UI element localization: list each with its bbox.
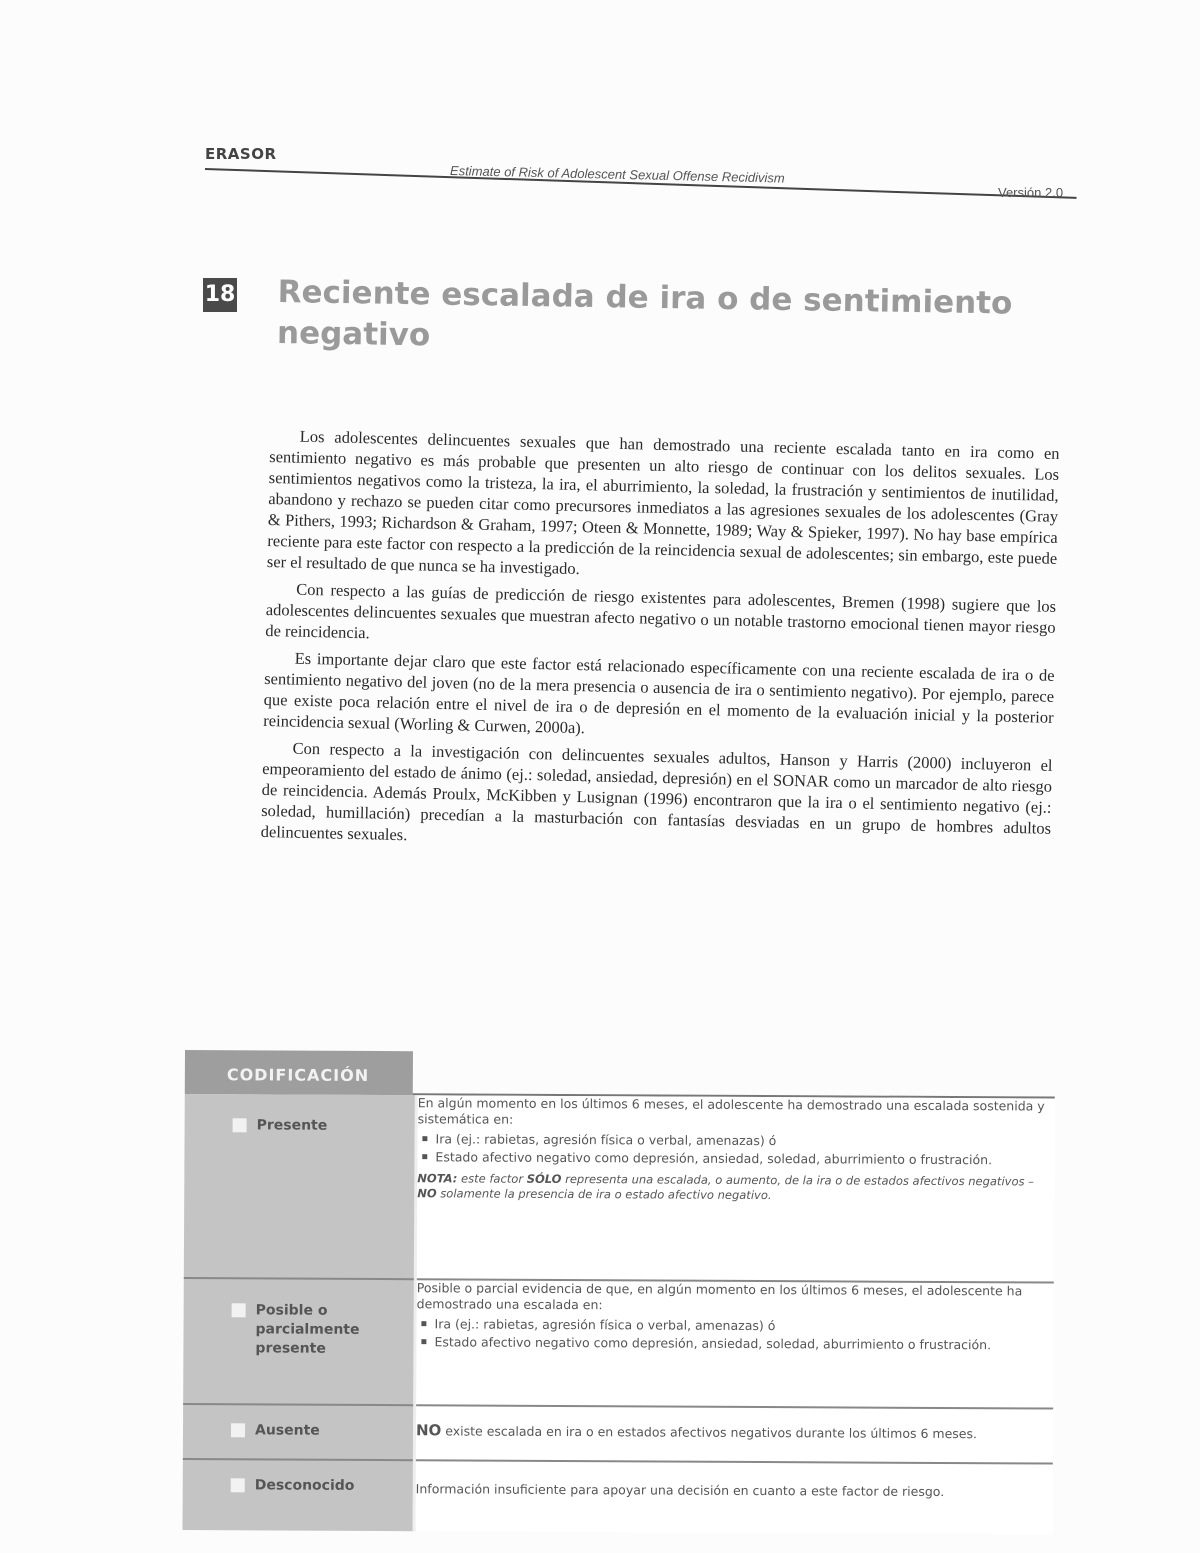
header-version: Versión 2.0 <box>998 185 1064 200</box>
unknown-description: Información insuficiente para apoyar una decisión en cuanto a este factor de riesgo. <box>414 1460 1053 1534</box>
list-item: ▪ Estado afectivo negativo como depresión, ansiedad, soledad, aburrimiento o frustración. <box>435 1149 1054 1168</box>
list-item: ▪ Estado afectivo negativo como depresión, ansiedad, soledad, aburrimiento o frustración. <box>434 1334 1053 1353</box>
list-item: ▪ Ira (ej.: rabietas, agresión física o verbal, amenazas) ó <box>435 1131 1054 1150</box>
coding-section <box>182 1050 1055 1535</box>
section-title: Reciente escalada de ira o de sentimiento negativo <box>276 273 1013 354</box>
header-title: Estimate of Risk of Adolescent Sexual Offense Recidivism <box>449 163 785 186</box>
present-list <box>417 1131 1054 1168</box>
list-item: ▪ Ira (ej.: rabietas, agresión física o verbal, amenazas) ó <box>435 1316 1054 1335</box>
coding-row-present <box>184 1094 1055 1283</box>
paragraph: Es importante dejar claro que este factor está relacionado específicamente con una reciente escalada de ira o de sentimiento negativo del joven (no de la mera presencia o ausencia de ira o sentimiento negativo). Por ejemplo, parece que existe poca relación entre el nivel de ira o de depresión en el momento de la evaluación inicial y la posterior reincidencia sexual (Worling & Curwen, 2000a). <box>263 648 1055 738</box>
possible-list <box>416 1316 1053 1353</box>
possible-description <box>415 1279 1054 1408</box>
present-intro: En algún momento en los últimos 6 meses, el adolescente ha demostrado una escalada sostenida y sistemática en: <box>417 1095 1045 1127</box>
coding-row-absent <box>183 1404 1053 1464</box>
absent-strong: NO <box>415 1421 442 1440</box>
paragraph: Los adolescentes delincuentes sexuales que han demostrado una reciente escalada tanto en ira como en sentimiento negativo es más probable que presenten un alto riesgo de continuar con los delitos sexuales. Los sentimientos negativos como la tristeza, la ira, el aburrimiento, la soledad, la frustración y sentimientos de inutilidad, abandono y rechazo se pueden citar como precursores inmediatos a las agresiones sexuales de los adolescentes (Gray & Pithers, 1993; Richardson & Graham, 1997; Oteen & Monnette, 1989; Way & Spieker, 1997). No hay base empírica reciente para este factor con respecto a la predicción de la reincidencia sexual de adolescentes; sin embargo, este puede ser el resultado de que nunca se ha investigado. <box>266 426 1060 579</box>
possible-label: Posible o parcialmente presente <box>255 1302 360 1357</box>
present-label: Presente <box>256 1117 328 1134</box>
coding-table <box>182 1094 1054 1535</box>
coding-header: CODIFICACIÓN <box>185 1050 413 1095</box>
factor-number-badge: 18 <box>203 278 237 312</box>
present-note: NOTA: este factor SÓLO representa una escalada, o aumento, de la ira o de estados afectivos negativos – NO solamente la presencia de ira o estado afectivo negativo. <box>417 1171 1034 1203</box>
header-brand: ERASOR <box>205 145 277 163</box>
paragraph: Con respecto a la investigación con delincuentes sexuales adultos, Hanson y Harris (2000) incluyeron el empeoramiento del estado de ánimo (ej.: soledad, ansiedad, depresión) en el SONAR como un marcador de alto riesgo de reincidencia. Además Proulx, McKibben y Lusignan (1996) encontraron que la ira o el sentimiento negativo (ej.: soledad, humillación) precedían a la masturbación con fantasías desviadas en un grupo de hombres adultos delincuentes sexuales. <box>260 738 1053 845</box>
paragraph: Con respecto a las guías de predicción de riesgo existentes para adolescentes, Bremen (1998) sugiere que los adolescentes delincuentes sexuales que muestran afecto negativo o un notable trastorno emocional tienen mayor riesgo de reincidencia. <box>265 579 1057 643</box>
unknown-label: Desconocido <box>254 1477 355 1494</box>
note-no: NO <box>417 1186 437 1201</box>
present-checkbox[interactable] <box>233 1118 247 1132</box>
possible-intro: Posible o parcial evidencia de que, en algún momento en los últimos 6 meses, el adolescente ha demostrado una escalada en: <box>416 1280 1023 1313</box>
possible-checkbox[interactable] <box>232 1303 246 1317</box>
unknown-checkbox[interactable] <box>231 1478 245 1492</box>
absent-label: Ausente <box>254 1422 320 1439</box>
coding-row-possible <box>183 1278 1054 1409</box>
present-description <box>415 1095 1054 1282</box>
note-prefix: NOTA: <box>417 1171 458 1186</box>
note-solo: SÓLO <box>526 1171 562 1186</box>
coding-row-unknown <box>182 1459 1052 1535</box>
absent-description: NO existe escalada en ira o en estados afectivos negativos durante los últimos 6 meses. <box>414 1405 1053 1463</box>
body-text <box>260 425 1059 866</box>
absent-checkbox[interactable] <box>231 1423 245 1437</box>
